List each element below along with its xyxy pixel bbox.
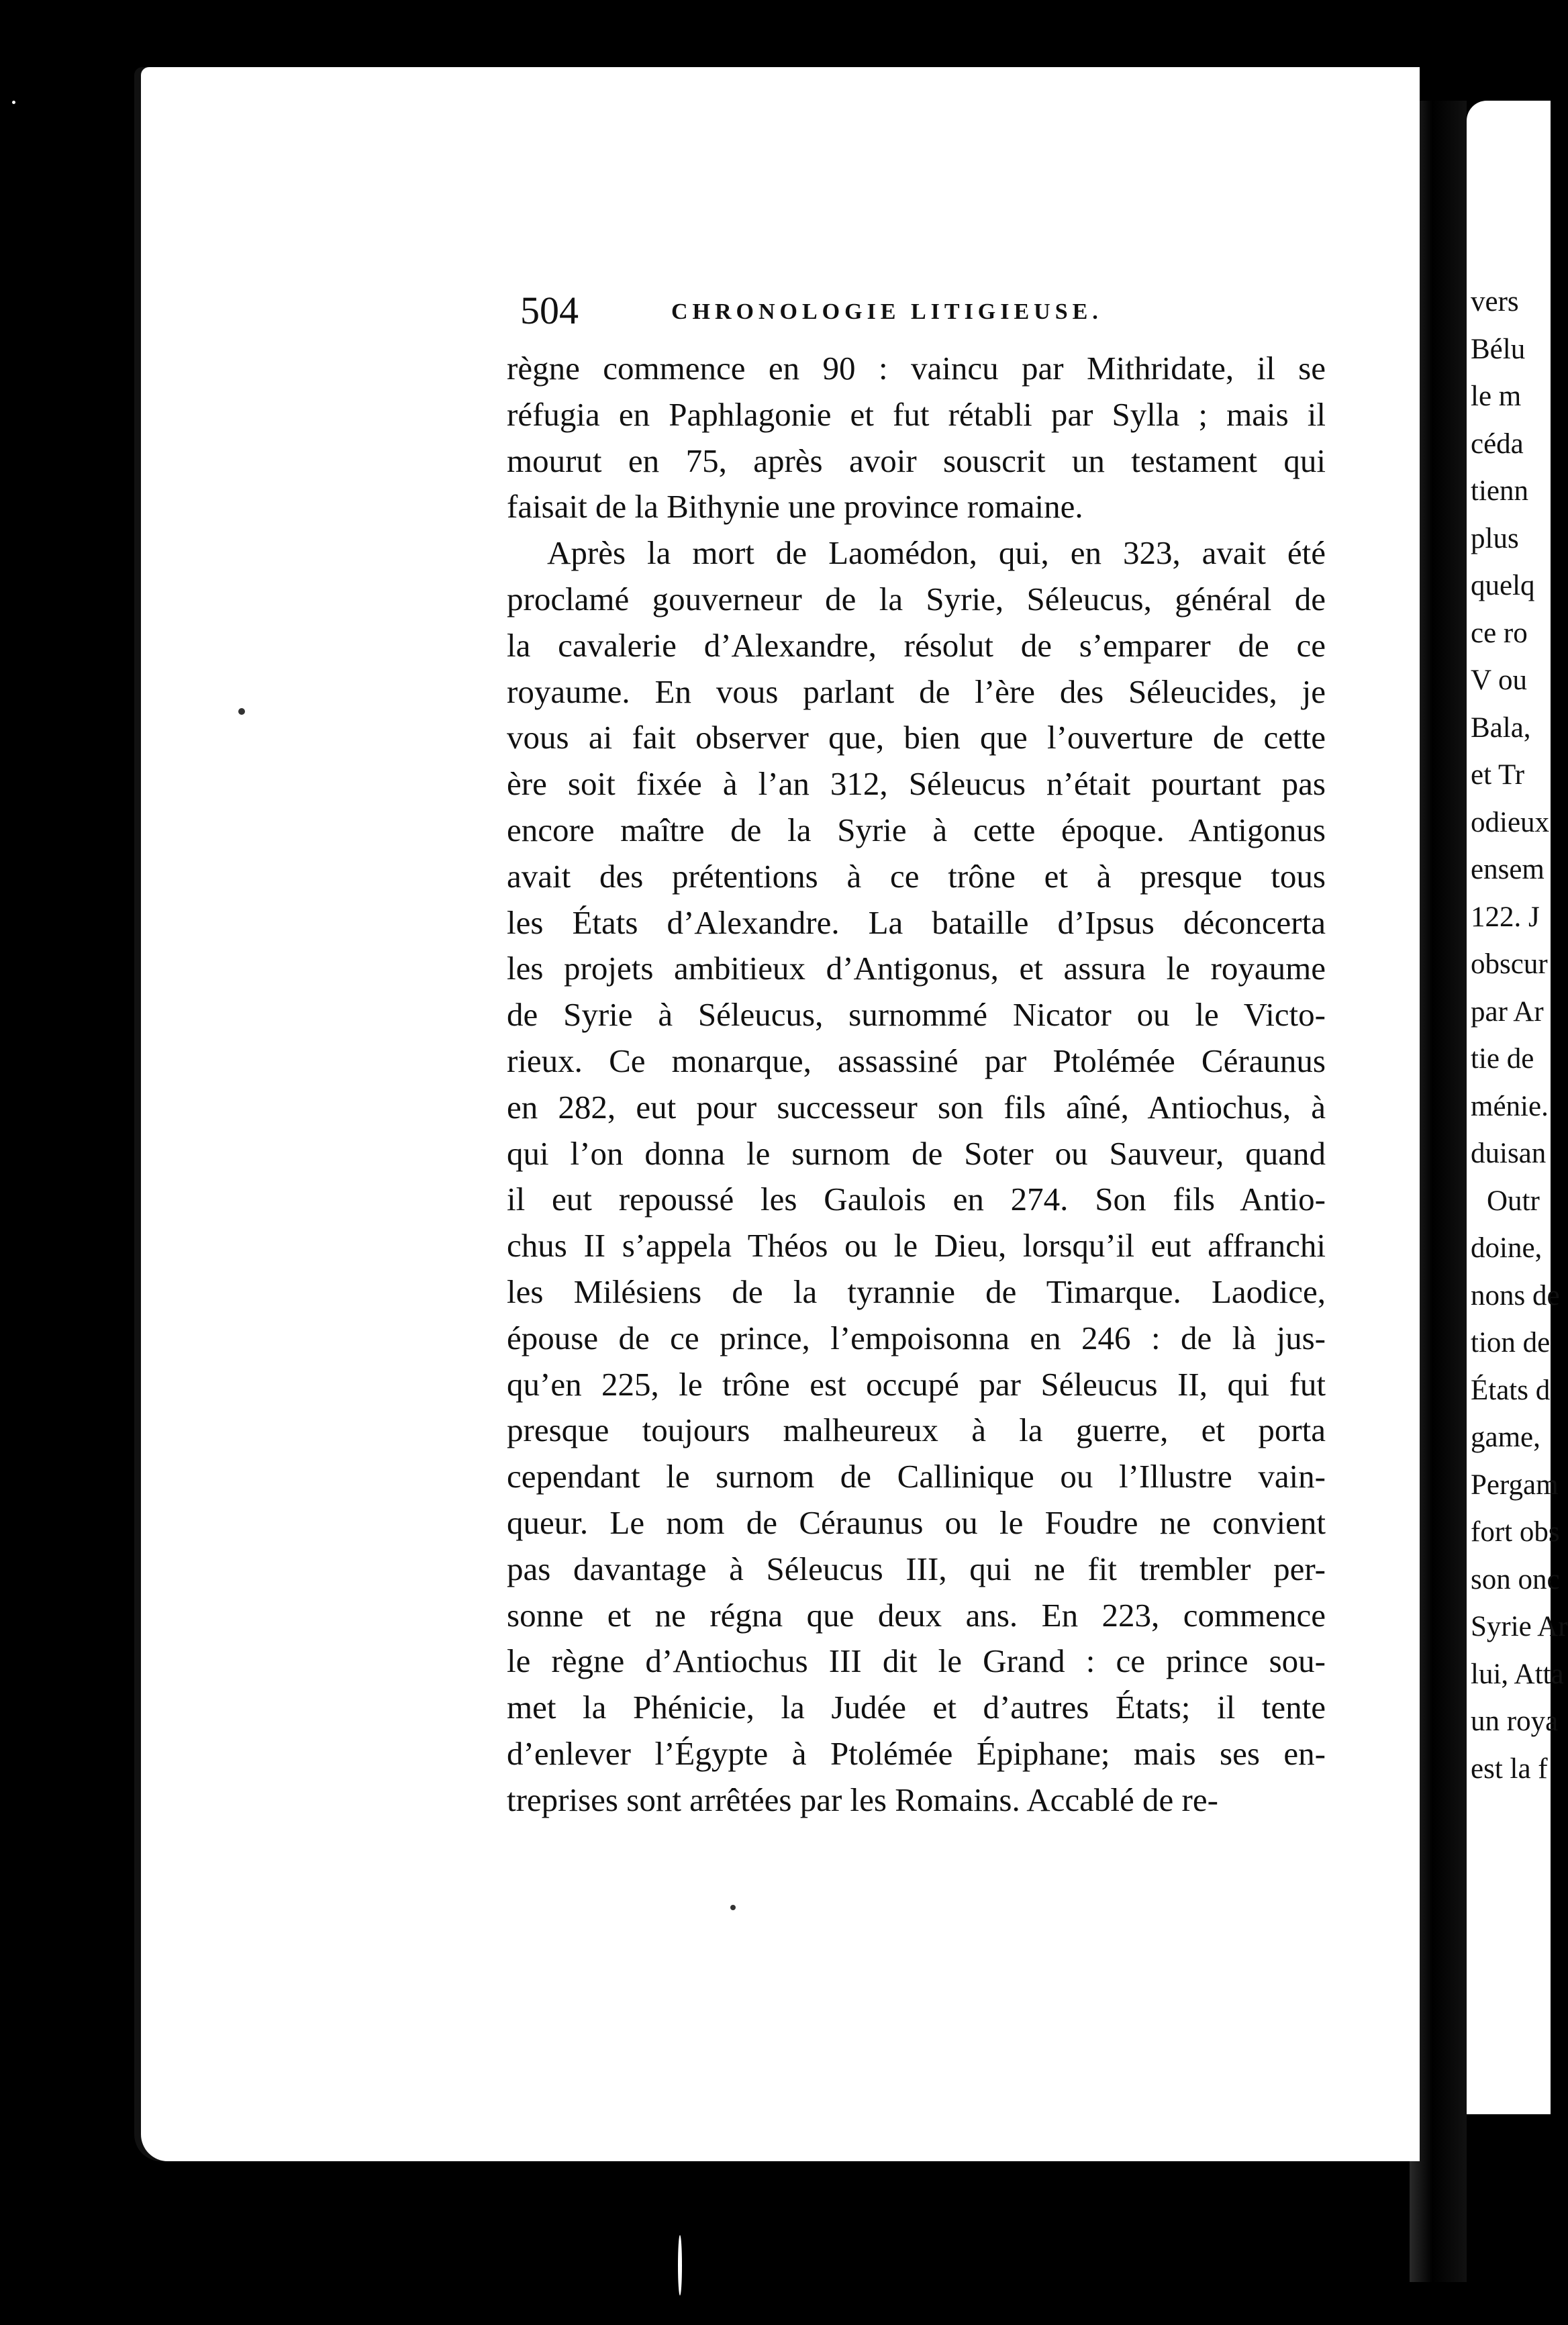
text-line: en 282, eut pour successeur son fils aîné, Antiochus, à xyxy=(507,1088,1326,1126)
text-line: d’enlever l’Égypte à Ptolémée Épiphane; mais ses en- xyxy=(507,1734,1326,1772)
text-line: le règne d’Antiochus III dit le Grand : ce prince sou- xyxy=(507,1642,1326,1680)
scan-speck xyxy=(706,81,710,87)
text-line: chus II s’appela Théos ou le Dieu, lorsqu’il eut affranchi xyxy=(507,1227,1326,1265)
facing-page-line: 122. J xyxy=(1471,901,1540,933)
text-line: qui l’on donna le surnom de Soter ou Sauveur, quand xyxy=(507,1134,1326,1172)
facing-page-line: fort obs xyxy=(1471,1516,1560,1548)
text-line: cependant le surnom de Callinique ou l’Illustre vain- xyxy=(507,1458,1326,1495)
text-line: rieux. Ce monarque, assassiné par Ptolémée Céraunus xyxy=(507,1042,1326,1079)
facing-page-line: ménie. xyxy=(1471,1090,1549,1122)
text-line: presque toujours malheureux à la guerre, et porta xyxy=(507,1412,1326,1449)
running-title: CHRONOLOGIE LITIGIEUSE. xyxy=(671,299,1103,324)
text-line: réfugia en Paphlagonie et fut rétabli par Sylla ; mais il xyxy=(507,395,1326,433)
facing-page-line: Bala, xyxy=(1471,711,1531,744)
facing-page-line: game, xyxy=(1471,1422,1540,1453)
facing-page-line: le m xyxy=(1471,381,1522,412)
text-line: la cavalerie d’Alexandre, résolut de s’emparer de ce xyxy=(507,626,1326,664)
facing-page-line: tion de xyxy=(1471,1327,1551,1358)
text-line: les Milésiens de la tyrannie de Timarque. Laodice, xyxy=(507,1273,1326,1310)
facing-page-line: Bélu xyxy=(1471,333,1526,365)
facing-page-line: ensem xyxy=(1471,854,1545,885)
scan-speck xyxy=(238,708,245,715)
facing-page-line: États d xyxy=(1471,1374,1551,1406)
text-line: proclamé gouverneur de la Syrie, Séleucus, général de xyxy=(507,580,1326,617)
facing-page-line: Outr xyxy=(1487,1185,1540,1217)
facing-page-line: tie de xyxy=(1471,1043,1534,1075)
facing-page-line: vers xyxy=(1471,286,1519,317)
text-line: vous ai fait observer que, bien que l’ouverture de cette xyxy=(507,719,1326,756)
text-line: sonne et ne régna que deux ans. En 223, commence xyxy=(507,1596,1326,1634)
body-text xyxy=(507,346,1326,1824)
facing-page-line: duisan xyxy=(1471,1138,1547,1169)
text-line: les États d’Alexandre. La bataille d’Ipsus déconcerta xyxy=(507,903,1326,941)
facing-page-line: son onc xyxy=(1471,1563,1560,1595)
facing-page-line: Syrie Ar xyxy=(1471,1611,1568,1642)
facing-page-line: un roya xyxy=(1471,1705,1559,1737)
facing-page-line: nons de xyxy=(1471,1279,1560,1312)
facing-page-line: odieux xyxy=(1471,806,1550,838)
facing-page-line: V ou xyxy=(1471,664,1528,696)
text-line: ère soit fixée à l’an 312, Séleucus n’était pourtant pas xyxy=(507,765,1326,803)
facing-page-line: tienn xyxy=(1471,475,1528,507)
text-line: épouse de ce prince, l’empoisonna en 246 : de là jus- xyxy=(507,1319,1326,1356)
text-line: avait des prétentions à ce trône et à presque tous xyxy=(507,857,1326,895)
text-line: encore maître de la Syrie à cette époque. Antigonus xyxy=(507,811,1326,848)
facing-page-line: quelq xyxy=(1471,570,1535,601)
page-number: 504 xyxy=(520,289,579,332)
facing-page-line: obscur xyxy=(1471,948,1548,980)
facing-page-line: plus xyxy=(1471,522,1519,554)
text-line: queur. Le nom de Céraunus ou le Foudre ne convient xyxy=(507,1503,1326,1541)
facing-page-line: et Tr xyxy=(1471,759,1525,791)
scan-speck xyxy=(678,2235,682,2295)
text-line: treprises sont arrêtées par les Romains. Accablé de re- xyxy=(507,1781,1218,1818)
facing-page-line: lui, Atta xyxy=(1471,1658,1564,1690)
text-line: qu’en 225, le trône est occupé par Séleucus II, qui fut xyxy=(507,1365,1326,1403)
facing-page-line: par Ar xyxy=(1471,995,1544,1028)
text-line: faisait de la Bithynie une province romaine. xyxy=(507,488,1083,526)
text-line: de Syrie à Séleucus, surnommé Nicator ou le Victo- xyxy=(507,996,1326,1034)
facing-page-line: Pergam xyxy=(1471,1469,1559,1501)
scan-speck xyxy=(12,101,15,104)
text-line: met la Phénicie, la Judée et d’autres États; il tente xyxy=(507,1689,1326,1726)
facing-page-line: ce ro xyxy=(1471,617,1528,649)
text-line: règne commence en 90 : vaincu par Mithridate, il se xyxy=(507,350,1326,387)
facing-page-line: est la f xyxy=(1471,1752,1548,1785)
page-header xyxy=(520,287,1319,334)
text-line: les projets ambitieux d’Antigonus, et assura le royaume xyxy=(507,950,1326,987)
facing-page-fragment xyxy=(1467,101,1568,2114)
scan-speck xyxy=(730,1905,736,1910)
text-line: Après la mort de Laomédon, qui, en 323, avait été xyxy=(547,534,1326,572)
text-line: mourut en 75, après avoir souscrit un testament qui xyxy=(507,442,1326,479)
facing-page-line: doine, xyxy=(1471,1232,1542,1264)
text-line: pas davantage à Séleucus III, qui ne fit trembler per- xyxy=(507,1550,1326,1587)
text-line: il eut repoussé les Gaulois en 274. Son fils Antio- xyxy=(507,1181,1326,1218)
facing-page-line: céda xyxy=(1471,428,1524,460)
text-line: royaume. En vous parlant de l’ère des Séleucides, je xyxy=(507,673,1326,710)
